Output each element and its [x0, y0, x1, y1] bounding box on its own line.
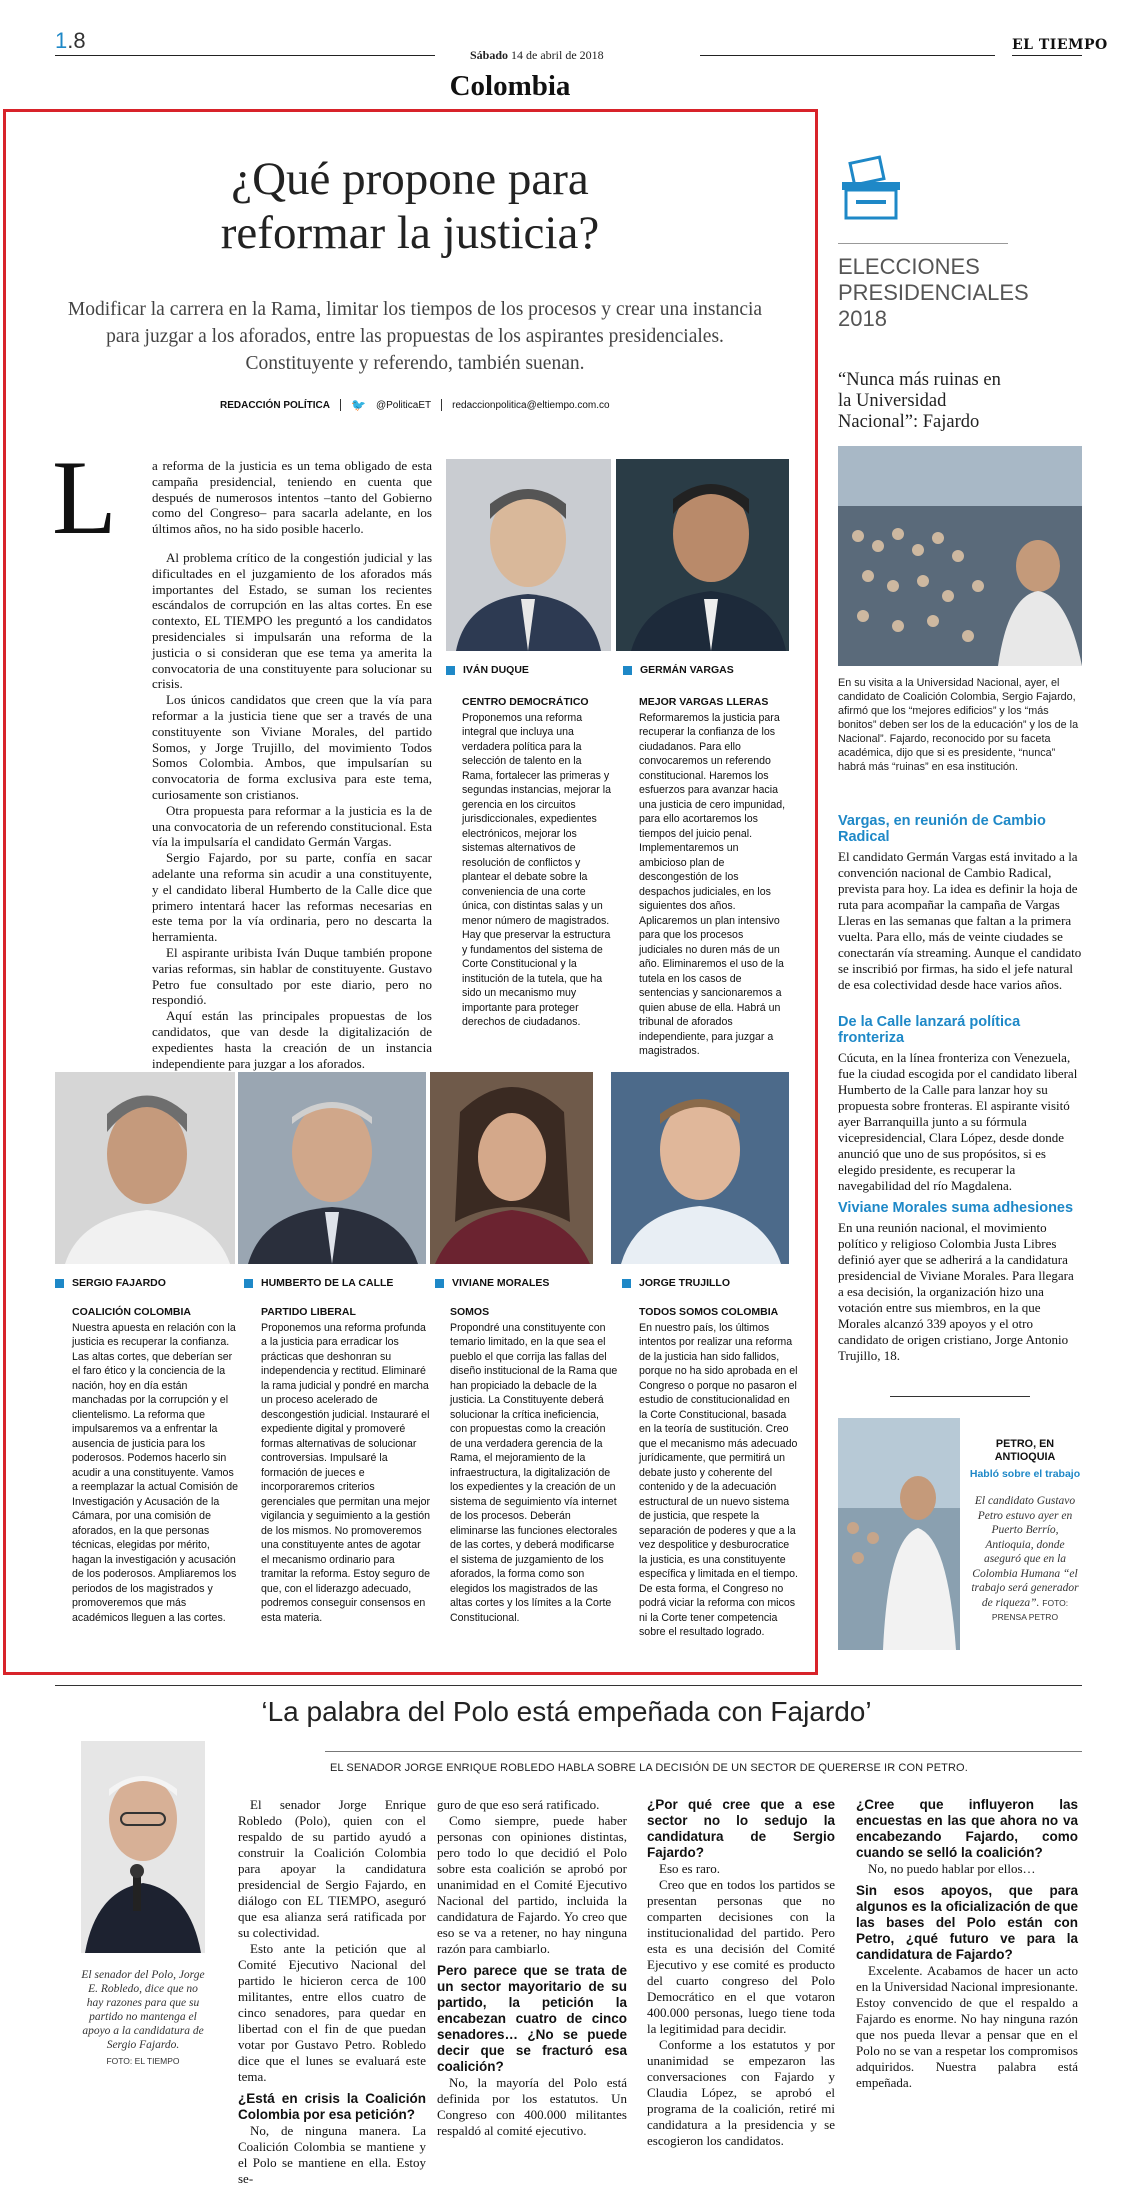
- paragraph: El aspirante uribista Iván Duque también propone varias reformas, sin hablar de constituyente. Gustavo Petro fue consultado por este diario, pero no respondió.: [152, 944, 432, 1008]
- interview-paragraph: Conforme a los estatutos y por unanimidad se empezaron las conversaciones con Fajardo y Claudia López, se aprobó el programa de la coalición, retiré mi candidatura a la presidencia y se escogieron los candidatos.: [647, 2037, 835, 2148]
- cand-party: PARTIDO LIBERAL: [261, 1306, 356, 1318]
- page-number: [55, 28, 86, 54]
- petro-subtitle: Habló sobre el trabajo: [969, 1468, 1081, 1480]
- byline-twitter[interactable]: @PoliticaET: [375, 399, 432, 411]
- brand-rule: [1012, 55, 1082, 56]
- headline-line-1: ¿Qué propone para: [231, 153, 589, 205]
- date-day: Sábado: [470, 48, 509, 62]
- article-body-cont: [152, 550, 432, 1071]
- brief-headline: De la Calle lanzará política fronteriza: [838, 1014, 1021, 1046]
- brief-headline: Vargas, en reunión de Cambio Radical: [838, 813, 1046, 845]
- paragraph: Al problema crítico de la congestión judicial y las dificultades en el juzgamiento de los aforados más importantes del Estado, se suman los recientes escándalos de corrupción en las altas cortes. En ese contexto, EL TIEMPO les preguntó a los candidatos presidenciales si impulsarán una reforma de la justicia o si consideran que ese tema ya amerita la convocatoria de una constituyente para solucionar su crisis.: [152, 550, 432, 692]
- interview-deck: EL SENADOR JORGE ENRIQUE ROBLEDO HABLA SOBRE LA DECISIÓN DE UN SECTOR DE QUERERSE IR CON PETRO.: [330, 1762, 968, 1774]
- cand-party: CENTRO DEMOCRÁTICO: [462, 696, 589, 708]
- bullet-square: [446, 666, 455, 675]
- interview-question: Sin esos apoyos, que para algunos es la oficialización de que las bases del Polo están con Petro, ¿qué futuro ve para la candidatura de Fajardo?: [856, 1883, 1078, 1962]
- paragraph: Los únicos candidatos que creen que la vía para reformar a la justicia tiene que ser a través de una constituyente son Viviane Morales, del partido Somos, y Jorge Trujillo, del movimiento Todos Somos Colombia. Ambos, que impulsarían su convocatoria de forma exclusiva para este tema, curiosamente son cristianos.: [152, 692, 432, 802]
- cand-proposal-morales: [450, 1305, 618, 1625]
- petro-caption-text: El candidato Gustavo Petro estuvo ayer en Puerto Berrío, Antioquia, donde aseguró que en la Colombia Humana “el trabajo será generador de riqueza”.: [971, 1495, 1079, 1609]
- byline: [220, 398, 610, 412]
- feature-caption: En su visita a la Universidad Nacional, ayer, el candidato de Coalición Colombia, Sergio Fajardo, afirmó que los “mejores edificios” y los “más bonitos” deben ser los de la educación” y los de la Nacional”. Fajardo, reconocido por su faceta académica, dijo que si es presidente, “nunca” habrá más “ruinas” en esa institución.: [838, 677, 1079, 773]
- bullet-square: [622, 1279, 631, 1288]
- bullet-square: [435, 1279, 444, 1288]
- cand-name-duque: IVÁN DUQUE: [446, 664, 529, 676]
- first-paragraph: a reforma de la justicia es un tema obligado de esta campaña presidencial, teniendo en cuenta que después de numerosos intentos –tanto del Gobierno como del Congreso– para sacarla adelante, en los últimos años, no ha sido posible hacerlo.: [152, 458, 432, 537]
- interview-paragraph: Creo que en todos los partidos se presentan personas que no comparten decisiones con la institucionalidad del partido. Pero esta es una decisión del Comité Ejecutivo y ese comité es producto del cuarto congreso del Polo Democrático en el que votaron 400.000 personas, luego tiene toda la legitimidad para decidir.: [647, 1877, 835, 2036]
- cand-proposal-de-la-calle: [261, 1305, 431, 1625]
- interview-col-4: [856, 1797, 1078, 2091]
- interview-col-1: [238, 1797, 426, 2187]
- cand-text: Proponemos una reforma profunda a la justicia para erradicar los prácticas que deshonran su independencia y rectitud. Eliminaré la rama judicial y pondré en marcha un proceso acelerado de descongestión judicial. Instauraré el expediente digital y promoveré formas alternativas de solucionar controversias. Impulsaré la formación de jueces e incorporaremos criterios gerenciales que permitan una mejor vigilancia y seguimiento a la gestión de los mismos. No promoveremos una constituyente antes de agotar el mecanismo ordinario para tramitar la reforma. Estoy seguro de que, con el liderazgo adecuado, podremos conseguir consensos en esta materia.: [261, 1321, 431, 1624]
- cand-name-vargas: GERMÁN VARGAS: [623, 664, 734, 676]
- interview-answer: No, la mayoría del Polo está definida por los estatutos. Un Congreso con 400.000 militantes respaldó al comité ejecutivo.: [437, 2075, 627, 2138]
- bullet-square: [55, 1279, 64, 1288]
- interview-top-rule: [55, 1685, 1082, 1686]
- dropcap: L: [52, 439, 117, 556]
- brief-text: En una reunión nacional, el movimiento político y religioso Colombia Justa Libres definió ayer que se adherirá a la candidatura presidencial de Viviane Morales. Para llegara a esa decisión, la organización hizo una votación entre sus miembros, en la que Morales alcanzó 339 apoyos y el otro candidato de origen cristiano, Jorge Antonio Trujillo, 18.: [838, 1220, 1074, 1363]
- paragraph: Sergio Fajardo, por su parte, confía en sacar adelante una reforma sin acudir a una constituyente, y el candidato liberal Humberto de la Calle dice que primero intentará hacer las reformas necesarias en este tema por la vía ordinaria, pero no descarta la herramienta.: [152, 850, 432, 945]
- header-date: [470, 48, 604, 63]
- cand-text: Nuestra apuesta en relación con la justicia es recuperar la confianza. Las altas cortes, que deberían ser el faro ético y la conciencia de la nación, hoy en día están manchadas por la corrupción y el clientelismo. La reforma que impulsaremos va a enfrentar la ausencia de justicia para los poderosos. Podemos hacerlo sin acudir a una constituyente. Vamos a reemplazar la actual Comisión de Investigación y Acusación de la Cámara, por una comisión de aforados, en la que personas técnicas, elegidas por mérito, hagan la investigación y acusación de los poderosos. Ampliaremos los periodos de los magistrados y promoveremos que más académicos lleguen a las cortes.: [72, 1321, 239, 1624]
- cand-party: MEJOR VARGAS LLERAS: [639, 696, 769, 708]
- interview-headline: ‘La palabra del Polo está empeñada con Fajardo’: [261, 1696, 872, 1727]
- cand-party: TODOS SOMOS COLOMBIA: [639, 1306, 779, 1318]
- interview-col-2: [437, 1797, 627, 2139]
- cand-proposal-fajardo: [72, 1305, 240, 1625]
- brief-de-la-calle: [838, 1014, 1082, 1194]
- photo-petro: [838, 1418, 960, 1650]
- cand-proposal-vargas: [639, 695, 789, 1059]
- cand-name-trujillo: JORGE TRUJILLO: [622, 1277, 730, 1289]
- cand-name-de-la-calle: HUMBERTO DE LA CALLE: [244, 1277, 393, 1289]
- cand-name-fajardo: SERGIO FAJARDO: [55, 1277, 166, 1289]
- photo-jorge-trujillo: [611, 1072, 789, 1264]
- header-rule-right: [700, 55, 995, 56]
- cand-party: COALICIÓN COLOMBIA: [72, 1306, 191, 1318]
- robledo-caption: [81, 1968, 205, 2068]
- page-number-suffix: .8: [67, 28, 86, 53]
- sidebar-rule: [838, 243, 1008, 244]
- petro-photo-credit: FOTO: PRENSA PETRO: [991, 1597, 1069, 1622]
- twitter-icon: 🐦: [351, 398, 366, 412]
- ballot-box-icon: [838, 156, 904, 222]
- deck: Modificar la carrera en la Rama, limitar los tiempos de los procesos y crear una instancia para juzgar a los aforados, entre las propuestas de los aspirantes presidenciales. Constituyente y referendo, también suenan.: [67, 299, 763, 374]
- interview-question: ¿Cree que influyeron las encuestas en las que ahora no va encabezando Fajardo, como cuando se selló la coalición?: [856, 1797, 1078, 1860]
- cand-text: Reformaremos la justicia para recuperar la confianza de los ciudadanos. Para ello convocaremos un referendo constitucional. Haremos los esfuerzos para avanzar hacia una justicia de cero impunidad, para ello acortaremos los tiempos del juicio penal. Implementaremos un ambicioso plan de descongestión de los despachos judiciales, en los siguientes dos años. Aplicaremos un plan intensivo para que los procesos judiciales no duren más de un año. Eliminaremos el uso de la tutela en los casos de sentencias y sancionaremos a quien abuse de ella. Habrá un tribunal de aforados independiente, para juzgar a magistrados.: [639, 711, 786, 1057]
- photo-german-vargas: [616, 459, 789, 651]
- interview-paragraph: guro de que eso será ratificado.: [437, 1797, 600, 1812]
- cand-party: SOMOS: [450, 1306, 490, 1318]
- photo-robledo: [81, 1741, 205, 1953]
- interview-paragraph: Esto ante la petición que al Comité Ejecutivo Nacional del partido le hicieron cerca de 100 militantes, entre ellos cuatro de cinco senadores, para quedar en libertad con el fin de que puedan votar por Gustavo Petro. Robledo dice que el lunes se evaluará este tema.: [238, 1941, 426, 2084]
- brief-morales: [838, 1200, 1082, 1364]
- paragraph: Aquí están las principales propuestas de los candidatos, que van desde la digitalización de expedientes hasta la creación de un instancia independiente para juzgar a los aforados.: [152, 1008, 432, 1071]
- cand-text: Proponemos una reforma integral que incluya una verdadera política para la selección de talento en la Rama, fortalecer las primeras y segundas instancias, mejorar la gerencia en los circuitos jurisdiccionales, expedientes electrónicos, mejorar los sistemas alternativos de resolución de conflictos y plantear el debate sobre la conveniencia de una corte única, con distintas salas y un menor número de magistrados. Hay que preservar la estructura y fundamentos del sistema de Corte Constitucional y la institución de la tutela, que ha sido un mecanismo muy importante para proteger derechos de ciudadanos.: [462, 711, 611, 1028]
- byline-email[interactable]: redaccionpolitica@eltiempo.com.co: [452, 399, 610, 411]
- paragraph: Otra propuesta para reformar a la justicia es la de una convocatoria de un referendo constitucional. Esta vía la impulsaría el candidato Germán Vargas.: [152, 802, 432, 850]
- petro-caption: [968, 1494, 1082, 1625]
- interview-answer: Excelente. Acabamos de hacer un acto en la Universidad Nacional impresionante. Estoy convencido de que el respaldo a Fajardo es enorme. No hay ninguna razón que nos pueda llevar a pensar que en el Polo no se van a respetar los compromisos adquiridos. Nuestra palabra está empeñada.: [856, 1963, 1079, 2090]
- section-title: Colombia: [449, 70, 571, 102]
- interview-answer: No, no puedo hablar por ellos…: [868, 1861, 1036, 1876]
- sidebar-title: ELECCIONES PRESIDENCIALES 2018: [838, 254, 1029, 331]
- robledo-photo-credit: FOTO: EL TIEMPO: [106, 2056, 180, 2066]
- interview-col-3: [647, 1797, 835, 2149]
- interview-paragraph: El senador Jorge Enrique Robledo (Polo), quien con el respaldo de su partido ayudó a construir la Coalición Colombia para apoyar la candidatura presidencial de Sergio Fajardo, en diálogo con EL TIEMPO, aseguró que esa alianza será ratificada por su colectividad.: [238, 1797, 426, 1940]
- interview-question: ¿Por qué cree que a ese sector no lo sedujo la candidatura de Sergio Fajardo?: [647, 1797, 835, 1860]
- bullet-square: [244, 1279, 253, 1288]
- interview-answer: Eso es raro.: [659, 1861, 721, 1876]
- photo-sergio-fajardo: [55, 1072, 235, 1264]
- interview-question: Pero parece que se trata de un sector mayoritario de su partido, la petición la encabezan cuatro de cinco senadores… ¿No se puede decir que se fracturó esa coalición?: [437, 1963, 627, 2074]
- date-rest: 14 de abril de 2018: [508, 48, 604, 62]
- brief-text: El candidato Germán Vargas está invitado a la convención nacional de Cambio Radical, prevista para hoy. La idea es definir la hoja de ruta para acompañar la campaña de Vargas Lleras en las semanas que faltan a la primera vuelta. Para ello, más de veinte ciudades se conectarán vía streaming. Aunque el candidato se inscribió por firmas, ha sido el jefe natural de esa colectividad desde hace varios años.: [838, 849, 1082, 992]
- brand-logo: EL TIEMPO: [1012, 37, 1108, 53]
- headline-line-2: reformar la justicia?: [220, 207, 600, 259]
- headline: [30, 152, 790, 260]
- page-number-prefix: 1: [55, 28, 68, 53]
- article-body: [152, 458, 432, 537]
- interview-paragraph: Como siempre, puede haber personas con opiniones distintas, pero todo lo que decidió el Polo sobre esta coalición se aprobó por unanimidad en el Comité Ejecutivo Nacional del partido, incluida la candidatura de Fajardo. Yo creo que eso se va a retener, no hay ninguna razón para cambiarlo.: [437, 1813, 627, 1956]
- brief-headline: Viviane Morales suma adhesiones: [838, 1200, 1074, 1216]
- cand-text: Propondré una constituyente con temario limitado, en la que sea el pueblo el que corrija las fallas del diseño institucional de la Rama que han propiciado la debacle de la justicia. La Constituyente deberá solucionar la crítica ineficiencia, con propuestas como la creación de una verdadera gerencia de la Rama, el mejoramiento de la infraestructura, la digitalización de los expedientes y la creación de un sistema de seguimiento vía internet de los procesos. Deberán eliminarse las funciones electorales de las cortes, y deberá modificarse el sistema de juzgamiento de los aforados, la forma como son elegidos los magistrados de las altas cortes y los límites a la Corte Constitucional.: [450, 1321, 618, 1624]
- photo-ivan-duque: [446, 459, 611, 651]
- photo-humberto-de-la-calle: [238, 1072, 426, 1264]
- interview-question: ¿Está en crisis la Coalición Colombia por esa petición?: [238, 2091, 426, 2122]
- interview-deck-rule: [325, 1751, 1082, 1752]
- photo-viviane-morales: [430, 1072, 593, 1264]
- bullet-square: [623, 666, 632, 675]
- brief-vargas: [838, 813, 1082, 993]
- cand-proposal-duque: [462, 695, 612, 1030]
- cand-proposal-trujillo: [639, 1305, 799, 1640]
- byline-author: REDACCIÓN POLÍTICA: [220, 399, 330, 411]
- brief-text: Cúcuta, en la línea fronteriza con Venezuela, fue la ciudad escogida por el candidato liberal Humberto de la Calle para lanzar hoy su propuesta sobre fronteras. El aspirante visitó ayer Barranquilla junto a su fórmula vicepresidencial, Clara López, desde donde anunció que uno de sus propósitos, si es elegido presidente, es recuperar la navegabilidad del río Magdalena.: [838, 1050, 1078, 1193]
- feature-headline: “Nunca más ruinas en la Universidad Nacional”: Fajardo: [838, 370, 1001, 432]
- robledo-caption-text: El senador del Polo, Jorge E. Robledo, dice que no hay razones para que su partido no mantenga el apoyo a la candidatura de Sergio Fajardo.: [81, 1969, 205, 2051]
- cand-name-morales: VIVIANE MORALES: [435, 1277, 549, 1289]
- header-rule-left: [55, 55, 435, 56]
- petro-title: PETRO, EN ANTIOQUIA: [994, 1438, 1056, 1463]
- interview-answer: No, de ninguna manera. La Coalición Colombia se mantiene y el Polo se mantiene en ella. Estoy se-: [238, 2123, 426, 2186]
- photo-fajardo-universidad: [838, 446, 1082, 666]
- cand-text: En nuestro país, los últimos intentos por realizar una reforma de la justicia han sido fallidos, porque no ha sido aprobada en el Congreso o porque no pasaron el estudio de constitucionalidad en la Corte Constitucional, basada en la teoría de sustitución. Creo que el mecanismo más adecuado jurídicamente, que permitirá un debate justo y coherente del contenido y de la adecuación estructural de un nuevo sistema de justicia, que respete la separación de poderes y que a la vez despolitice y desburocratice la justicia, es una constituyente específica y limitada en el tiempo. De esta forma, el Congreso no podrá viciar la reforma con micos ni la Corte tener competencia sobre el resultado logrado.: [639, 1321, 798, 1638]
- sidebar-divider: [890, 1396, 1030, 1397]
